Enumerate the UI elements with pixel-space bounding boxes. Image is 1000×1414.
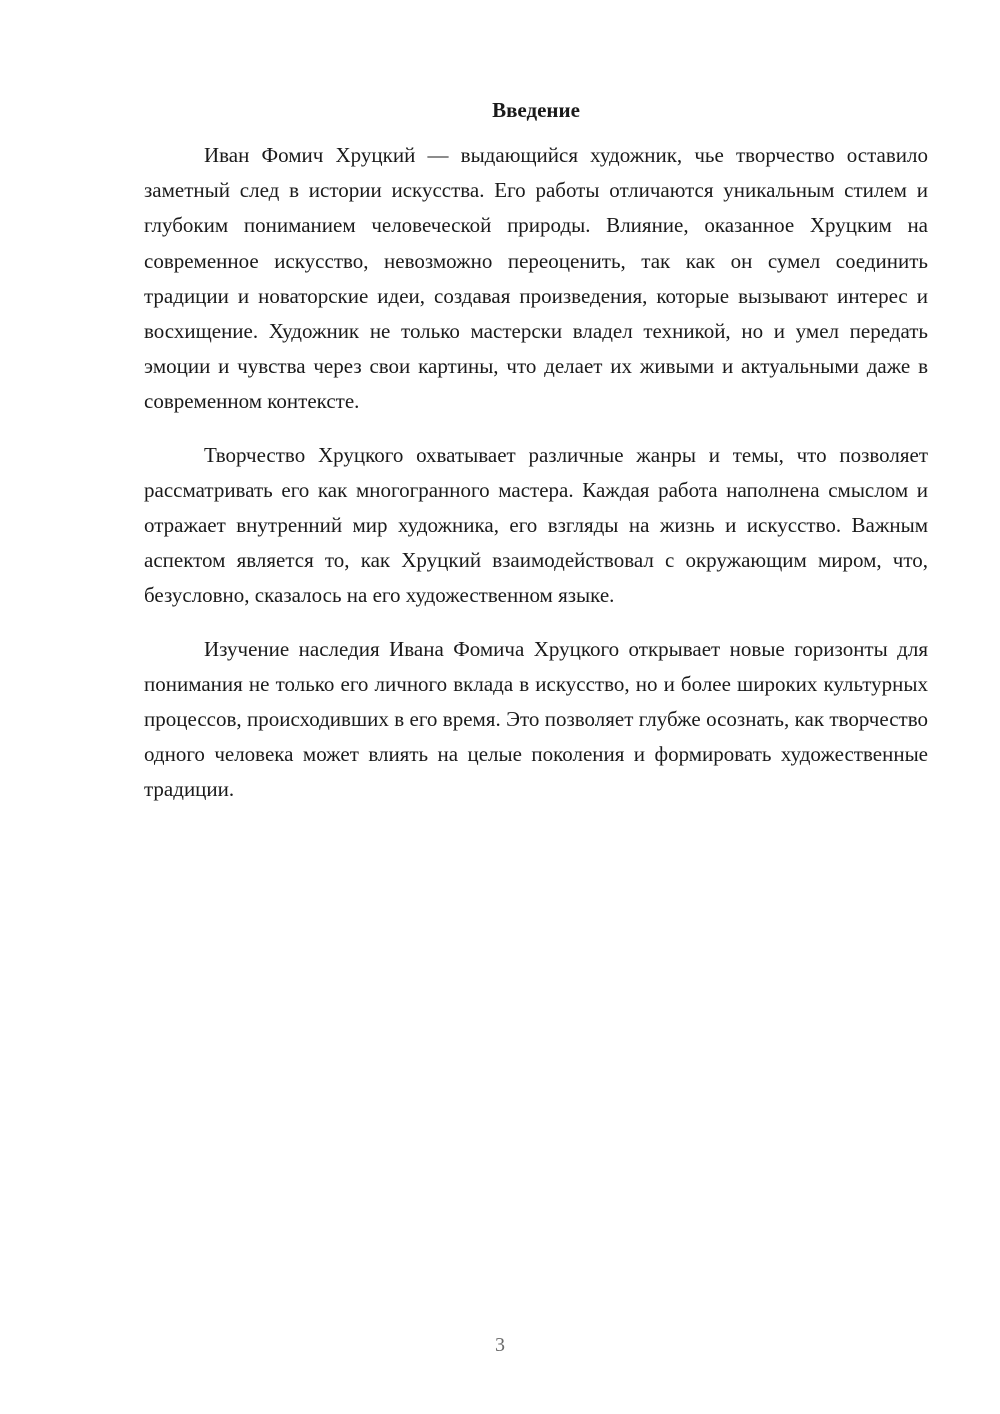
paragraph-1: Иван Фомич Хруцкий — выдающийся художник, чье творчество оставило заметный след в истории искусства. Его работы отличаются уникальным стилем и глубоким пониманием человеческой природы. Влияние, оказанное Хруцким на современное искусство, невозможно переоценить, так как он сумел соединить традиции и новаторские идеи, создавая произведения, которые вызывают интерес и восхищение. Художник не только мастерски владел техникой, но и умел передать эмоции и чувства через свои картины, что делает их живыми и актуальными даже в современном контексте. [144,143,928,414]
paragraph-3: Изучение наследия Ивана Фомича Хруцкого открывает новые горизонты для понимания не только его личного вклада в искусство, но и более широких культурных процессов, происходивших в его время. Это позволяет глубже осознать, как творчество одного человека может влиять на целые поколения и формировать художественные традиции. [144,636,928,802]
paragraph-2: Творчество Хруцкого охватывает различные жанры и темы, что позволяет рассматривать его как многогранного мастера. Каждая работа наполнена смыслом и отражает внутренний мир художника, его взгляды на жизнь и искусство. Важным аспектом является то, как Хруцкий взаимодействовал с окружающим миром, что, безусловно, сказалось на его художественном языке. [144,442,928,608]
page-number: 3 [495,1334,505,1356]
page-content [144,96,928,826]
section-heading: Введение [492,98,580,122]
